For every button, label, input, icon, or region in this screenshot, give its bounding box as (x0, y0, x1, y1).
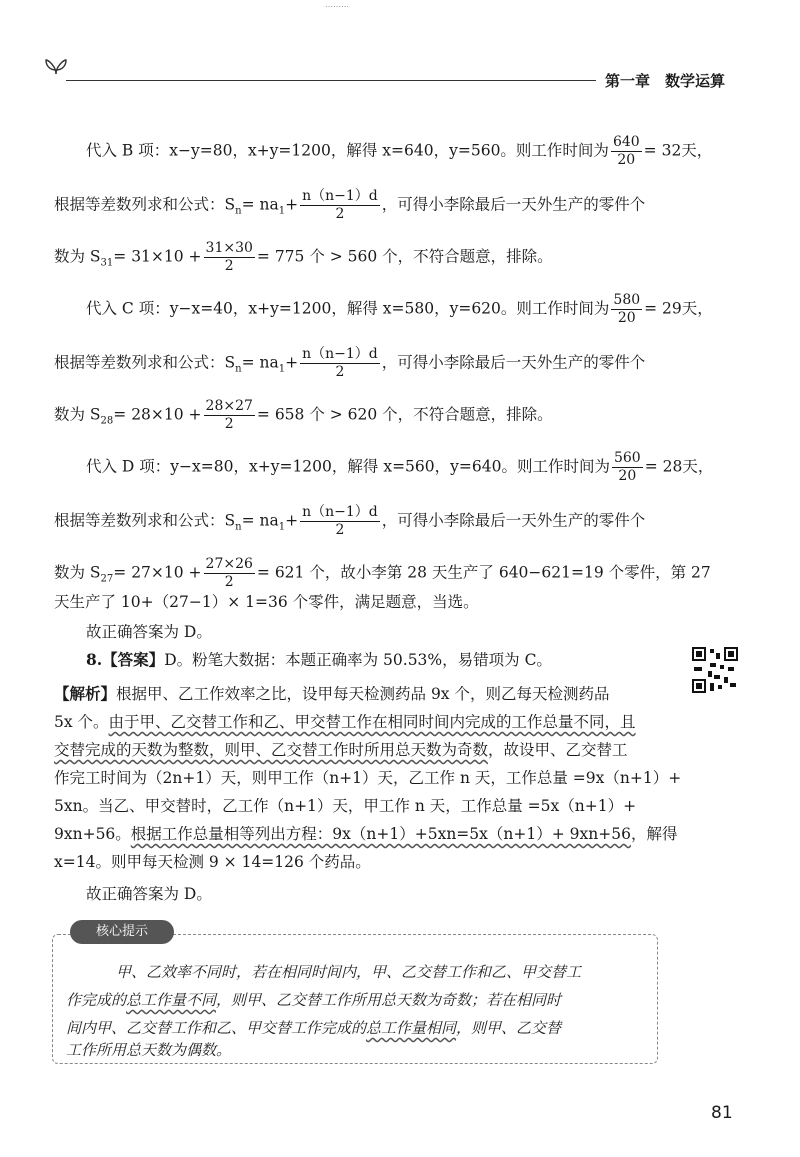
subscript: n (235, 205, 242, 217)
tip-line-1: 甲、乙效率不同时，若在相同时间内，甲、乙交替工作和乙、甲交替工 (116, 963, 582, 981)
text: 间内甲、乙交替工作和乙、甲交替工作完成的 (66, 1019, 367, 1037)
page-number: 81 (711, 1103, 733, 1123)
text: 作完成的 (66, 991, 127, 1009)
text: + (285, 353, 299, 372)
top-mark: ……… (325, 0, 349, 9)
underlined-text: 总工作量相同 (366, 1019, 457, 1037)
answer-label: 8.【答案】 (86, 650, 165, 669)
para-d-line-3 (54, 556, 744, 591)
text: 代入 D 项：y−x=80，x+y=1200，解得 x=560，y=640。则工作时间为 (86, 457, 610, 476)
leaf-icon (44, 56, 68, 76)
tip-label: 核心提示 (70, 920, 174, 944)
denominator: 2 (224, 574, 234, 590)
q8-answer (86, 650, 776, 670)
text: = na (241, 353, 279, 372)
fraction (300, 188, 380, 223)
subscript: 1 (278, 205, 286, 217)
q8-analysis-line-7: x=14。则甲每天检测 9 × 14=126 个药品。 (54, 853, 371, 871)
q8-analysis-line-1 (54, 684, 744, 704)
text: + (285, 195, 299, 214)
numerator: n（n−1）d (302, 504, 378, 520)
numerator: n（n−1）d (302, 188, 378, 204)
fraction (300, 346, 380, 381)
text: 代入 C 项：y−x=40，x+y=1200，解得 x=580，y=620。则工作时间为 (86, 299, 610, 318)
denominator: 20 (618, 468, 637, 484)
para-d-line-4: 天生产了 10+（27−1）× 1=36 个零件，满足题意，当选。 (54, 593, 479, 611)
para-c-line-1 (86, 292, 776, 327)
denominator: 2 (335, 206, 345, 222)
para-d-line-1 (86, 450, 776, 485)
para-b-line-2 (54, 188, 744, 223)
denominator: 2 (335, 522, 345, 538)
para-c-line-3 (54, 398, 744, 433)
subscript: 1 (278, 363, 286, 375)
underlined-text: 总工作量不同 (126, 991, 217, 1009)
subscript: 31 (100, 257, 114, 269)
chapter-title: 第一章 数学运算 (605, 72, 726, 90)
fraction (204, 398, 255, 433)
text: ，可得小李除最后一天外生产的零件个 (381, 353, 646, 372)
tip-line-2 (66, 990, 561, 1010)
text: 数为 S (54, 405, 101, 424)
text: = 28×10 + (113, 405, 202, 424)
denominator: 2 (335, 364, 345, 380)
text: ，则甲、乙交替工作所用总天数为奇数；若在相同时 (216, 991, 562, 1009)
text: 根据等差数列求和公式：S (54, 195, 236, 214)
q8-analysis-line-2 (54, 712, 744, 732)
fraction (611, 292, 642, 327)
denominator: 20 (617, 310, 636, 326)
numerator: 580 (613, 292, 641, 308)
header-rule (66, 80, 596, 81)
text: = na (241, 511, 279, 530)
fraction (611, 134, 642, 169)
para-c-line-2 (54, 346, 744, 381)
answer-text: D。粉笔大数据：本题正确率为 50.53%，易错项为 C。 (164, 651, 552, 669)
text: ，解得 (630, 825, 678, 843)
analysis-label: 【解析】 (54, 684, 117, 703)
numerator: 640 (612, 134, 640, 150)
subscript: 28 (100, 415, 114, 427)
text: ，则甲、乙交替 (456, 1019, 562, 1037)
tip-line-4: 工作所用总天数为偶数。 (66, 1041, 232, 1059)
text: ，可得小李除最后一天外生产的零件个 (381, 195, 646, 214)
text: 根据等差数列求和公式：S (54, 353, 236, 372)
q8-analysis-line-5: 5xn。当乙、甲交替时，乙工作（n+1）天，甲工作 n 天，工作总量 =5x（n+1）+ (54, 797, 637, 815)
numerator: 560 (613, 450, 641, 466)
numerator: 28×27 (205, 398, 253, 414)
subscript: 27 (100, 573, 114, 585)
numerator: n（n−1）d (302, 346, 378, 362)
text: 5x 个。 (54, 713, 109, 731)
para-d-line-2 (54, 504, 744, 539)
q8-analysis-line-4: 作完工时间为（2n+1）天，则甲工作（n+1）天，乙工作 n 天，工作总量 =9x（n+1）+ (54, 769, 682, 787)
text: + (285, 511, 299, 530)
underlined-text: 交替完成的天数为整数，则甲、乙交替工作时所用总天数为奇数 (54, 741, 489, 759)
subscript: n (235, 521, 242, 533)
text: ，可得小李除最后一天外生产的零件个 (381, 511, 646, 530)
text: = 31×10 + (113, 247, 202, 266)
text: = na (241, 195, 279, 214)
fraction (204, 556, 255, 591)
subscript: n (235, 363, 242, 375)
text: 根据甲、乙工作效率之比，设甲每天检测药品 9x 个，则乙每天检测药品 (116, 685, 610, 703)
denominator: 2 (224, 258, 234, 274)
text: 代入 B 项：x−y=80，x+y=1200，解得 x=640，y=560。则工作时间为 (86, 141, 609, 160)
answer-line: 故正确答案为 D。 (86, 623, 212, 641)
text: = 775 个 > 560 个，不符合题意，排除。 (256, 247, 553, 266)
fraction (612, 450, 643, 485)
tip-line-3 (66, 1018, 561, 1038)
fraction (300, 504, 380, 539)
q8-analysis-line-3 (54, 740, 744, 760)
text: = 621 个，故小李第 28 天生产了 640−621=19 个零件，第 27 (256, 563, 711, 582)
text: = 28天， (644, 457, 714, 476)
numerator: 31×30 (205, 240, 253, 256)
para-b-line-3 (54, 240, 744, 275)
text: = 29天， (644, 299, 713, 318)
numerator: 27×26 (205, 556, 253, 572)
q8-answer-line: 故正确答案为 D。 (86, 885, 212, 903)
text: = 32天， (643, 141, 713, 160)
subscript: 1 (278, 521, 286, 533)
text: 数为 S (54, 247, 101, 266)
text: = 658 个 > 620 个，不符合题意，排除。 (256, 405, 553, 424)
underlined-text: 根据工作总量相等列出方程：9x（n+1）+5xn=5x（n+1）+ 9xn+56 (130, 825, 631, 843)
para-b-line-1 (86, 134, 776, 169)
underlined-text: 由于甲、乙交替工作和乙、甲交替工作在相同时间内完成的工作总量不同，且 (108, 713, 636, 731)
text: 数为 S (54, 563, 101, 582)
text: 9xn+56。 (54, 825, 131, 843)
text: 根据等差数列求和公式：S (54, 511, 236, 530)
denominator: 20 (617, 152, 636, 168)
denominator: 2 (224, 416, 234, 432)
text: ，故设甲、乙交替工 (488, 741, 628, 759)
fraction (204, 240, 255, 275)
q8-analysis-line-6 (54, 824, 744, 844)
text: = 27×10 + (113, 563, 202, 582)
